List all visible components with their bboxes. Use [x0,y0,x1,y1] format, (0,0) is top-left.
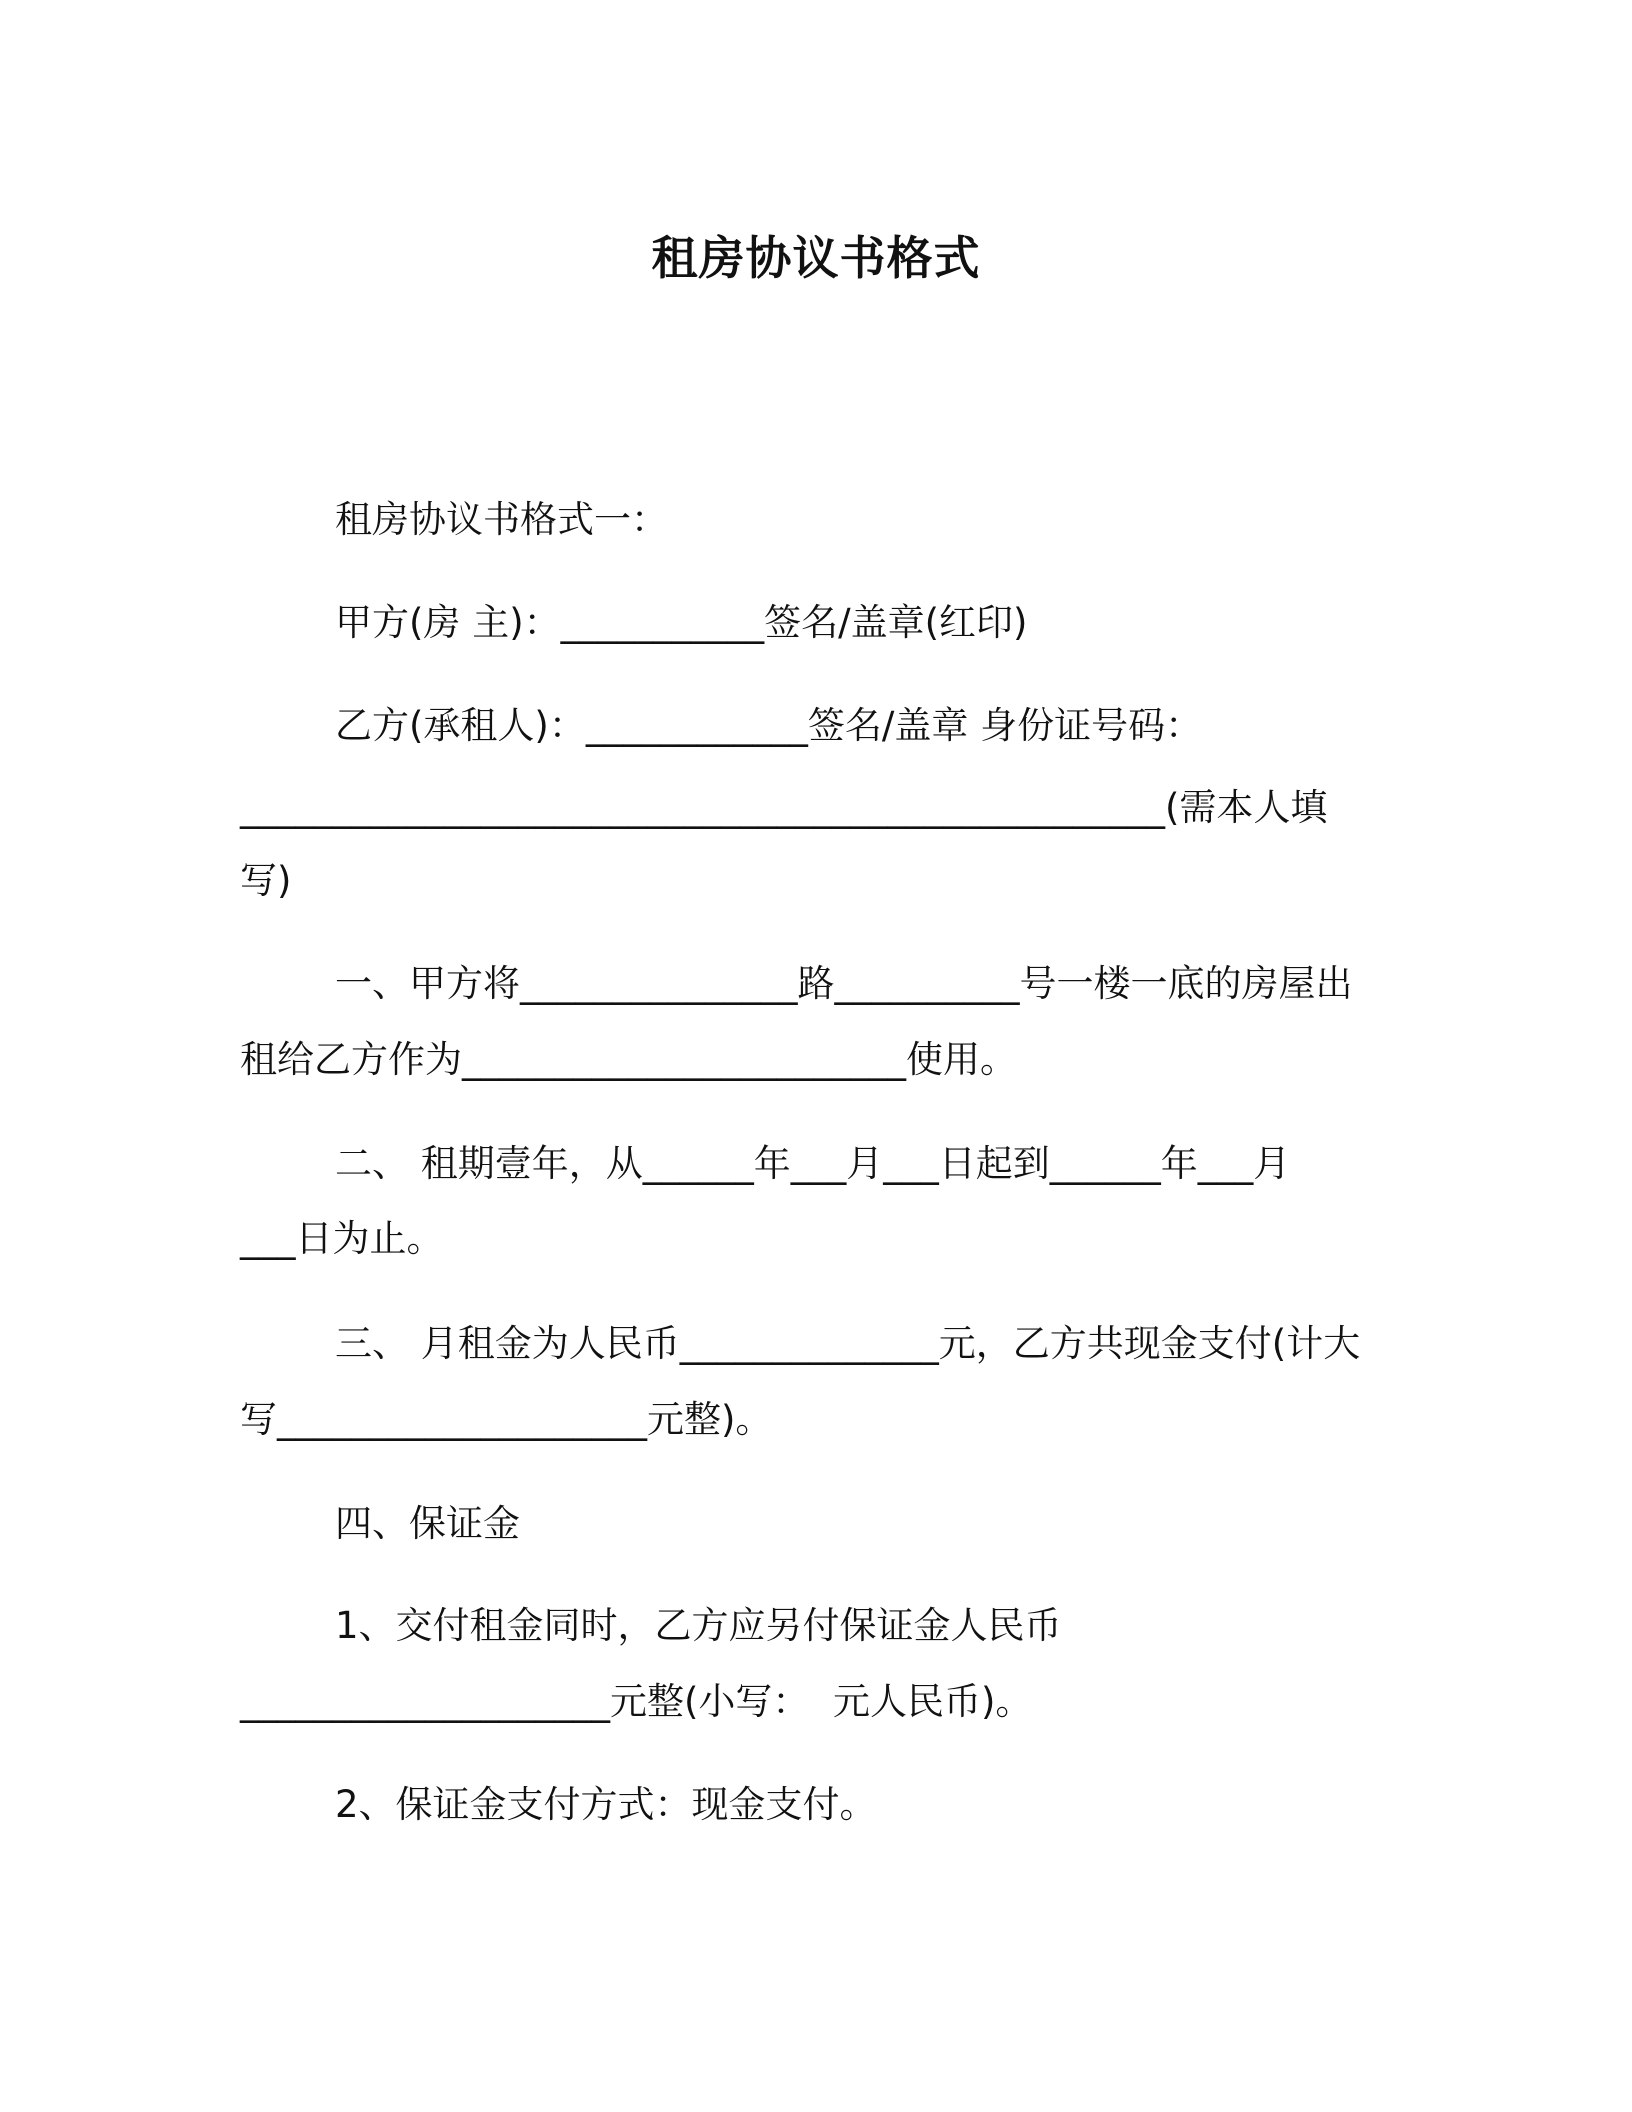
clause-2-line-1: 二、 租期壹年，从______年___月___日起到______年___月 [335,1142,1291,1185]
clause-4-2-line: 2、保证金支付方式：现金支付。 [335,1783,877,1826]
party-b-line: 乙方(承租人)：____________签名/盖章 身份证号码： [335,704,1203,747]
party-a-line: 甲方(房 主)：___________签名/盖章(红印) [335,601,1028,644]
id-number-line-continued: 写) [240,859,292,902]
clause-1-line-2: 租给乙方作为________________________使用。 [240,1038,1017,1081]
clause-4-1-line-2: ____________________元整(小写： 元人民币)。 [240,1680,1033,1723]
document-title: 租房协议书格式 [651,231,981,285]
clause-2-line-2: ___日为止。 [240,1217,444,1260]
clause-4-heading: 四、保证金 [335,1502,520,1545]
id-number-line: __________________________________________________(需本人填 [240,786,1328,829]
clause-3-line-2: 写____________________元整)。 [240,1398,773,1441]
clause-1-line-1: 一、甲方将_______________路__________号一楼一底的房屋出 [335,962,1353,1005]
clause-4-1-line-1: 1、交付租金同时，乙方应另付保证金人民币 [335,1604,1062,1647]
section-heading: 租房协议书格式一： [335,498,668,541]
clause-3-line-1: 三、 月租金为人民币______________元，乙方共现金支付(计大 [335,1322,1361,1365]
